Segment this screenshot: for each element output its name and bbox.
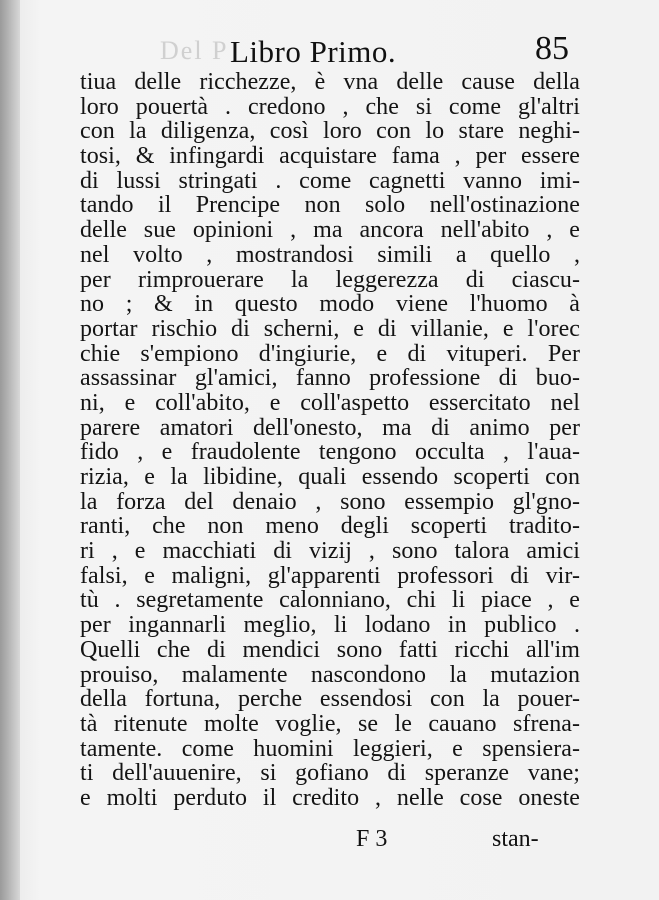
signature-mark: F 3 — [356, 826, 388, 852]
text-line: ti dell'auuenire, si gofiano di speranze vane; — [80, 760, 580, 787]
text-line: fido , e fraudolente tengono occulta , l'aua- — [80, 439, 580, 466]
text-line: di lussi stringati . come cagnetti vanno imi- — [80, 167, 580, 194]
text-line: no ; & in questo modo viene l'huomo à — [80, 291, 580, 318]
bleed-through-text: Del P — [160, 36, 229, 65]
page-gutter-shadow — [0, 0, 20, 900]
text-line: per rimprouerare la leggerezza di ciascu- — [80, 266, 580, 293]
catchword: stan- — [492, 826, 539, 852]
text-line: con la diligenza, così loro con lo stare neghi- — [80, 118, 580, 145]
text-line: la forza del denaio , sono essempio gl'gno- — [80, 488, 580, 515]
text-line: tosi, & infingardi acquistare fama , per essere — [80, 143, 580, 170]
text-line: tando il Prencipe non solo nell'ostinazione — [80, 192, 580, 219]
text-line: per ingannarli meglio, li lodano in publico . — [80, 612, 580, 639]
text-line: tà ritenute molte voglie, se le cauano sfrena- — [80, 710, 580, 737]
text-line: ri , e macchiati di vizij , sono talora amici — [80, 538, 580, 565]
text-line: nel volto , mostrandosi simili a quello , — [80, 241, 580, 268]
text-line: assassinar gl'amici, fanno professione di buo- — [80, 365, 580, 392]
text-line: chie s'empiono d'ingiurie, e di vituperi. Per — [80, 340, 580, 367]
text-line: e molti perduto il credito , nelle cose oneste — [80, 784, 580, 811]
text-line: prouiso, malamente nascondono la mutazion — [80, 661, 580, 688]
page-number: 85 — [535, 30, 569, 67]
text-line: della fortuna, perche essendosi con la pouer- — [80, 686, 580, 713]
text-line: Quelli che di mendici sono fatti ricchi all'im — [80, 636, 580, 663]
body-text — [80, 70, 580, 811]
text-line: tiua delle ricchezze, è vna delle cause della — [80, 69, 580, 95]
text-line: loro pouertà . credono , che si come gl'altri — [80, 93, 580, 120]
page-footer — [80, 826, 580, 856]
text-line: delle sue opinioni , ma ancora nell'abito , e — [80, 217, 580, 244]
text-line: portar rischio di scherni, e di villanie, e l'orec — [80, 315, 580, 342]
text-line: ranti, che non meno degli scoperti tradito- — [80, 513, 580, 540]
text-line: tamente. come huomini leggieri, e spensiera- — [80, 735, 580, 762]
text-line: falsi, e maligni, gl'apparenti professori di vir- — [80, 562, 580, 589]
running-title: Libro Primo. — [230, 34, 397, 69]
text-line: tù . segretamente calonniano, chi li piace , e — [80, 587, 580, 614]
text-line: ni, e coll'abito, e coll'aspetto essercitato nel — [80, 389, 580, 416]
text-line: rizia, e la libidine, quali essendo scoperti con — [80, 464, 580, 490]
page-header — [80, 28, 580, 72]
text-line: parere amatori dell'onesto, ma di animo per — [80, 414, 580, 441]
